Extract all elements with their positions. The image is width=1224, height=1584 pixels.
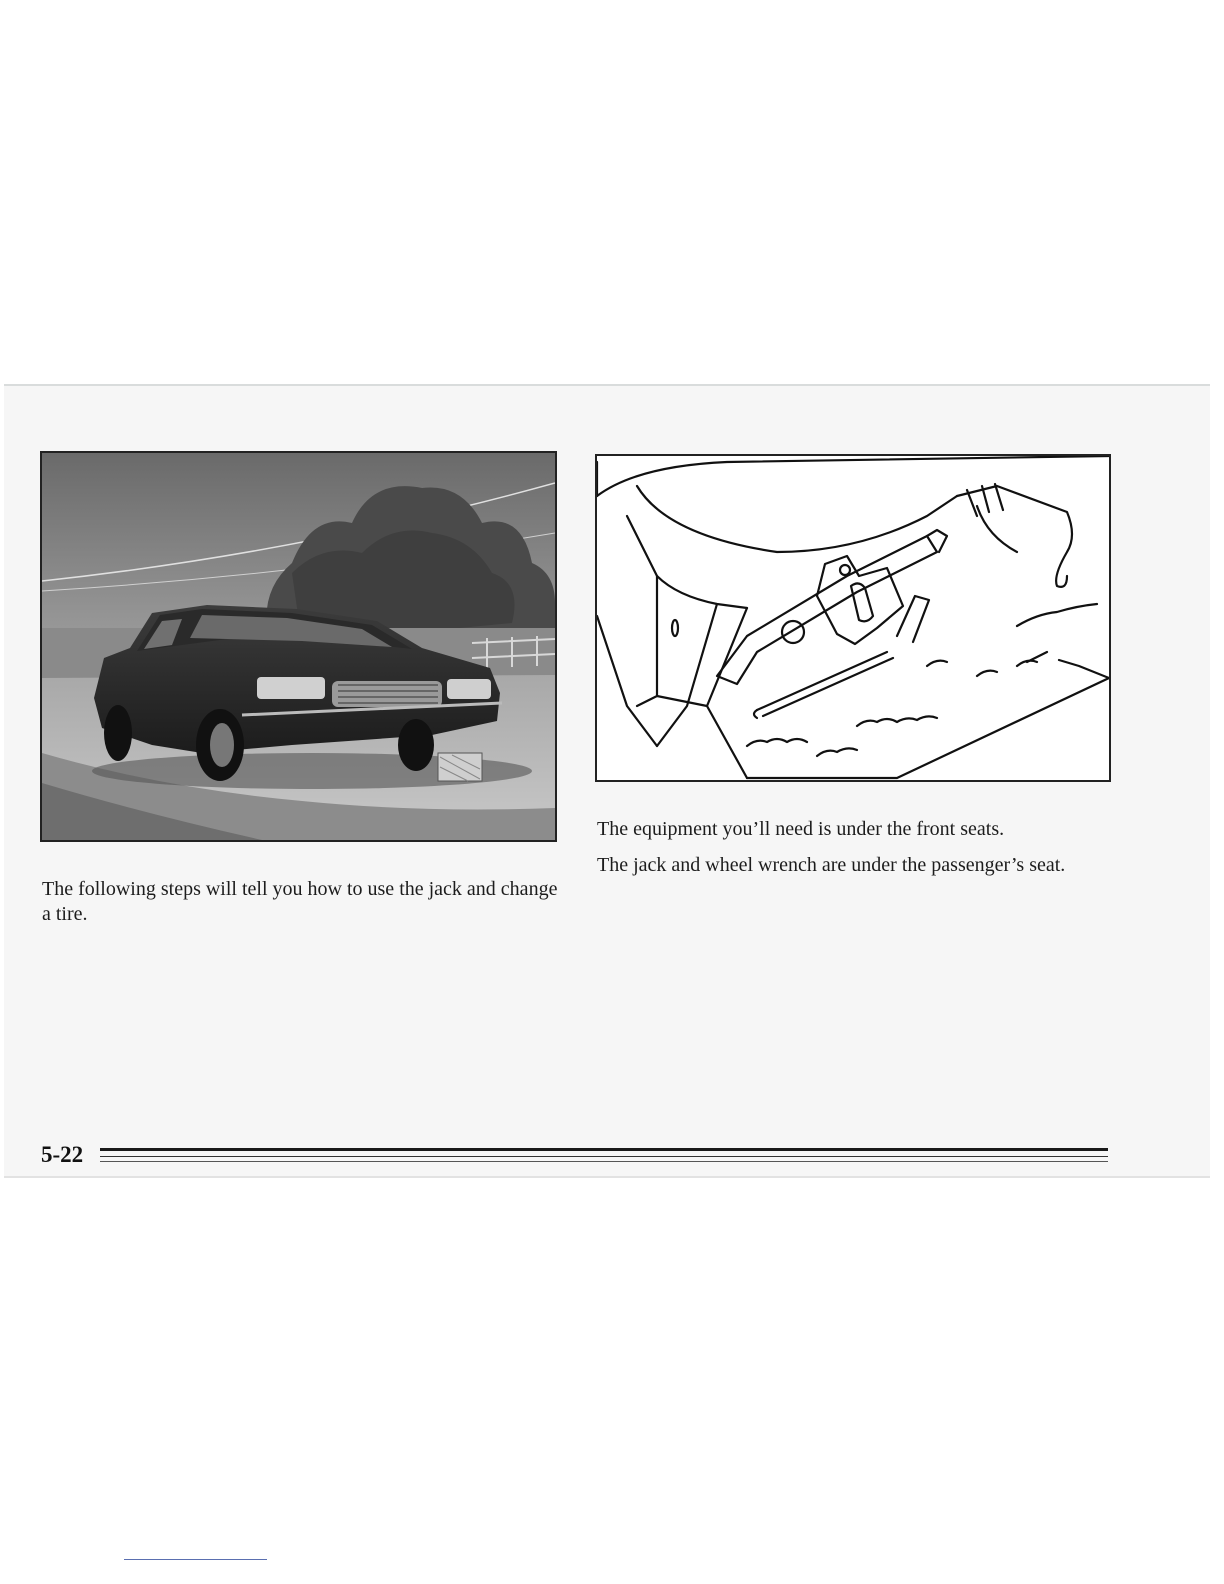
intro-caption: The following steps will tell you how to use the jack and change a tire.	[42, 878, 558, 925]
stray-underline	[124, 1559, 267, 1560]
equipment-location-caption: The equipment you’ll need is under the front seats.	[597, 818, 1005, 840]
page-number: 5-22	[41, 1142, 84, 1167]
jack-storage-illustration	[595, 454, 1111, 782]
jack-under-seat-drawing	[597, 456, 1109, 780]
footer-rule-thin-lower	[100, 1161, 1108, 1162]
parked-car-drawing	[42, 453, 555, 840]
footer-rule-thin	[100, 1156, 1108, 1157]
jack-location-caption: The jack and wheel wrench are under the passenger’s seat.	[597, 854, 1066, 876]
parked-car-illustration	[40, 451, 557, 842]
footer-rule-thick	[100, 1148, 1108, 1151]
